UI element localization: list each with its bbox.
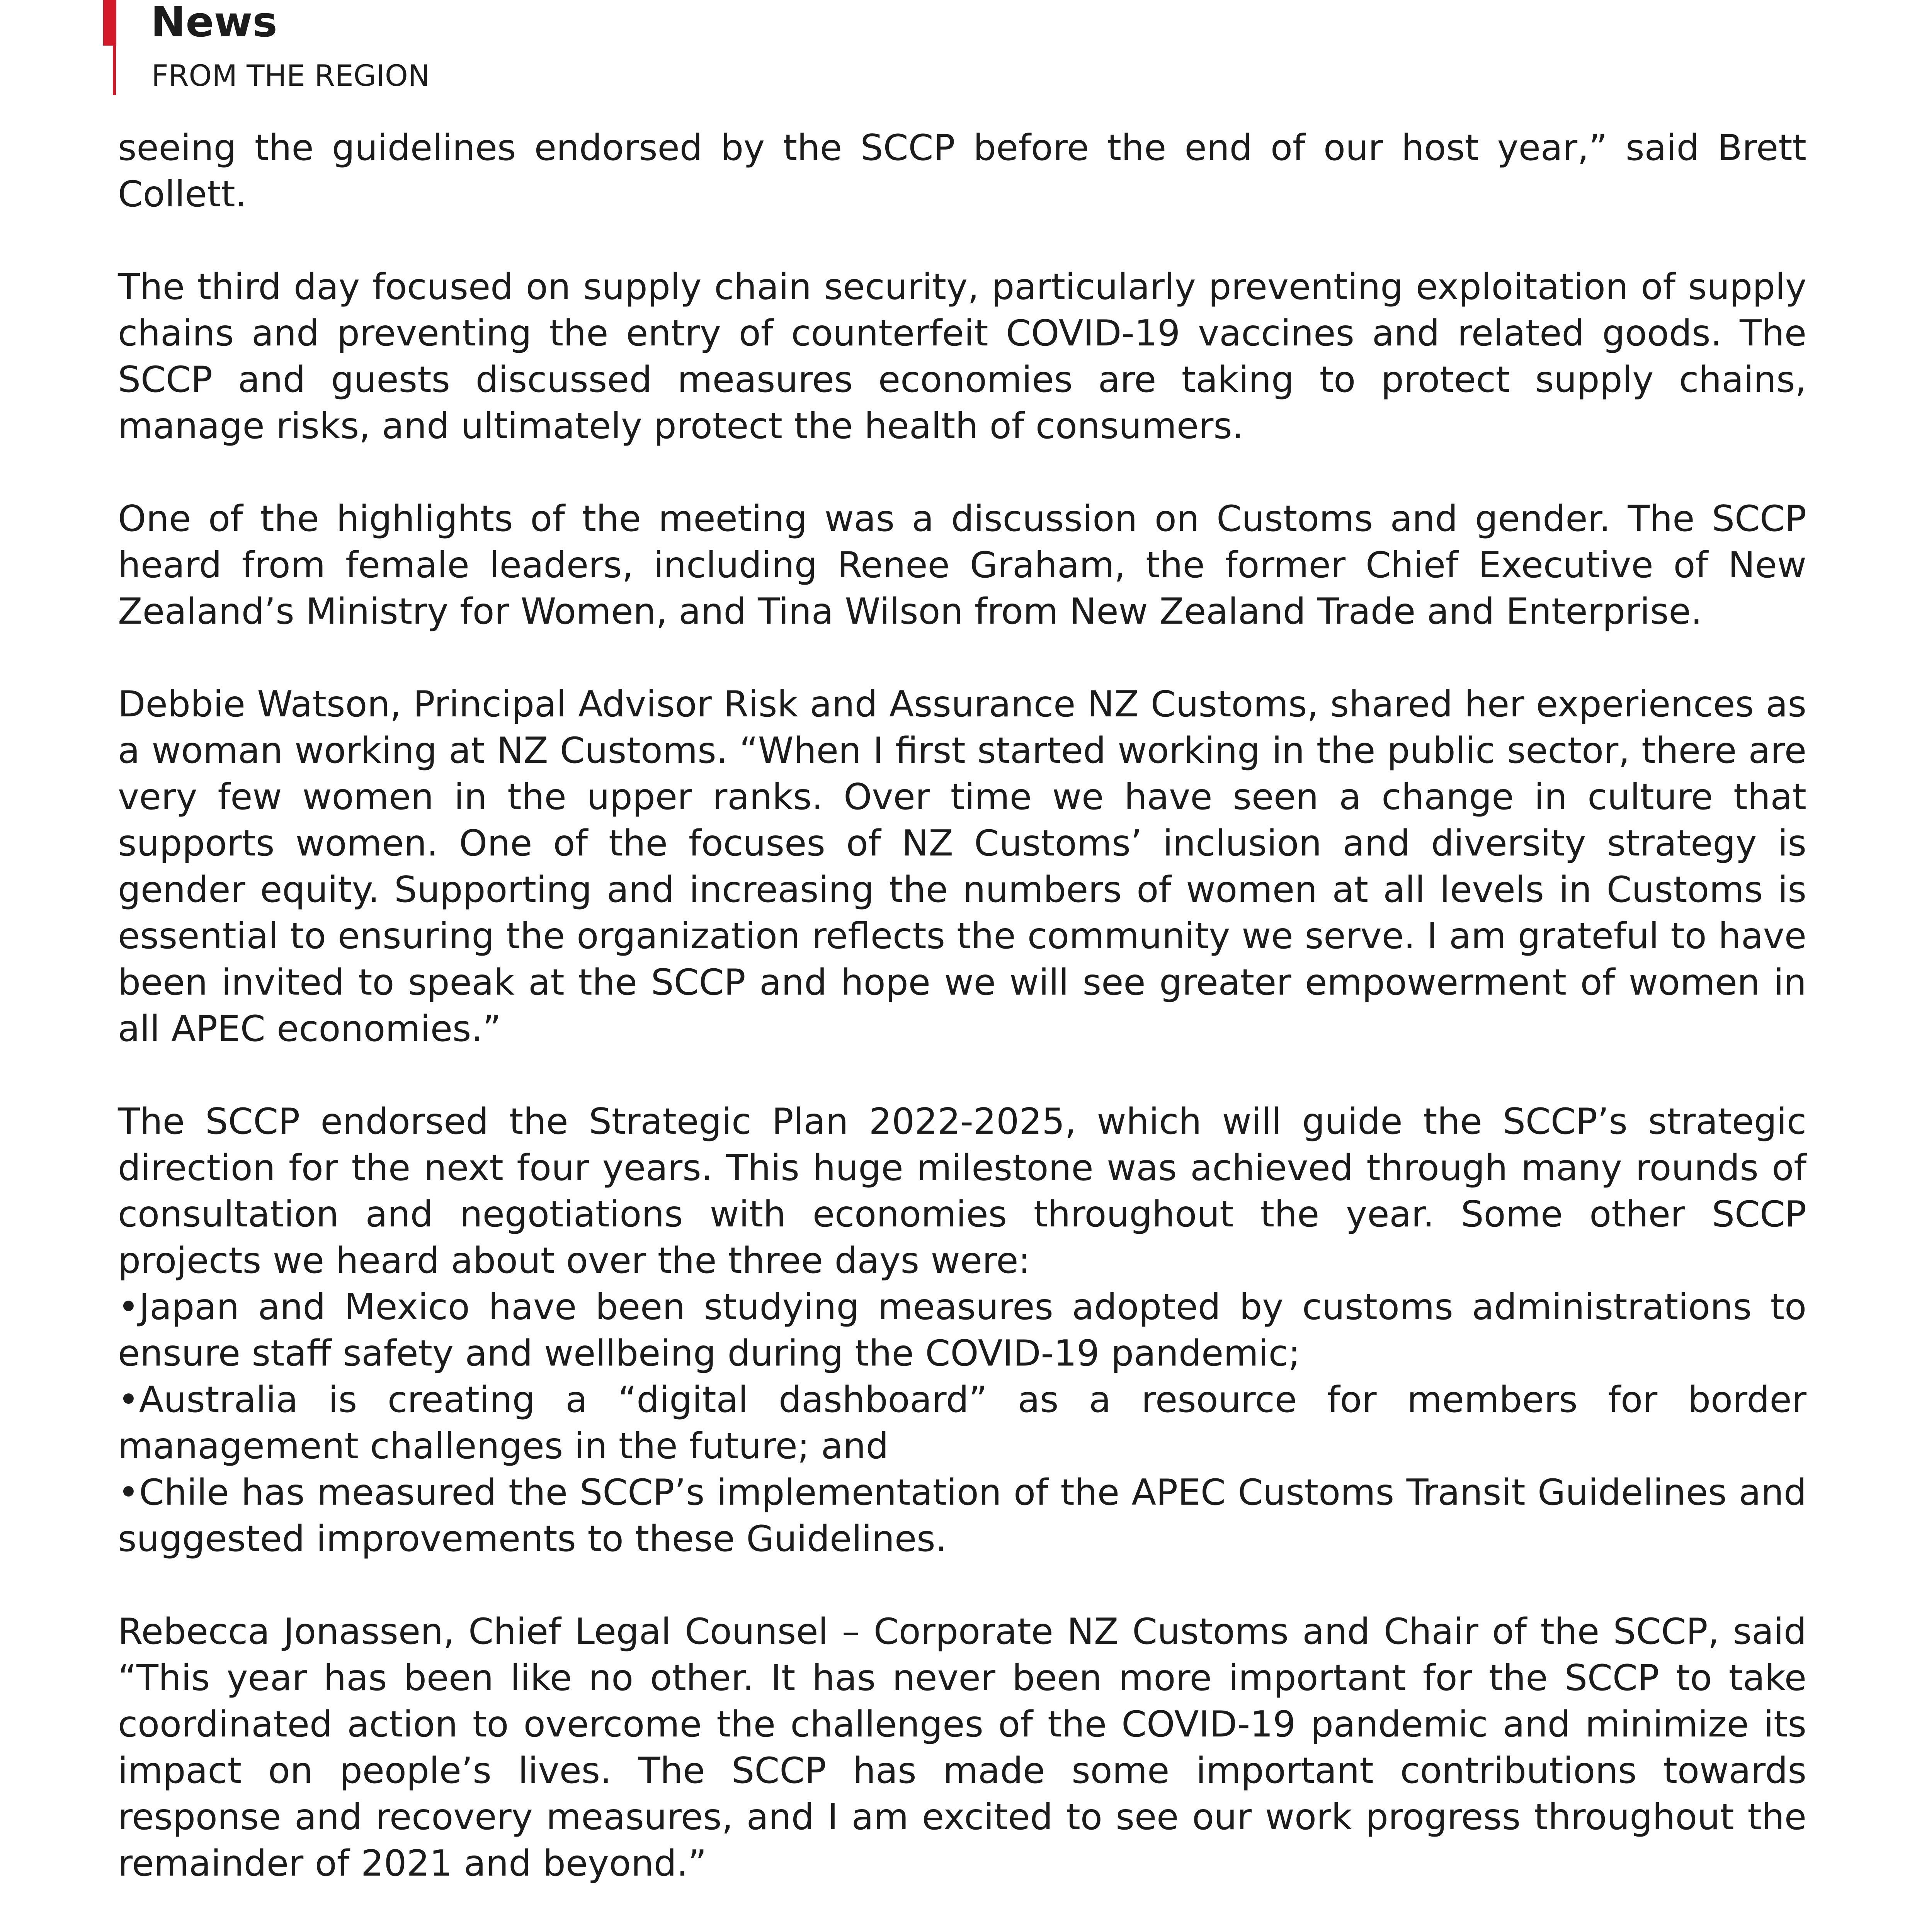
- paragraph: The third day focused on supply chain security, particularly preventing exploitation of supply chains and preventing the entry of counterfeit COVID-19 vaccines and related goods. The SCCP and guests discussed measures economies are taking to protect supply chains, manage risks, and ultimately protect the health of consumers.: [118, 266, 1806, 447]
- paragraph: One of the highlights of the meeting was a discussion on Customs and gender. The SCCP heard from female leaders, including Renee Graham, the former Chief Executive of New Zealand’s Ministry for Women, and Tina Wilson from New Zealand Trade and Enterprise.: [118, 498, 1806, 632]
- paragraph: seeing the guidelines endorsed by the SCCP before the end of our host year,” said Brett Collett.: [118, 127, 1806, 215]
- header-accent-line: [113, 46, 116, 95]
- paragraph: Rebecca Jonassen, Chief Legal Counsel – Corporate NZ Customs and Chair of the SCCP, said “This year has been like no other. It has never been more important for the SCCP to take coordinated action to overcome the challenges of the COVID-19 pandemic and minimize its impact on people’s lives. The SCCP has made some important contributions towards response and recovery measures, and I am excited to see our work progress throughout the remainder of 2021 and beyond.”: [118, 1611, 1806, 1884]
- header-accent-bar: [103, 0, 116, 46]
- bullet-item: •Chile has measured the SCCP’s implementation of the APEC Customs Transit Guidelines and suggested improvements to these Guidelines.: [118, 1471, 1806, 1560]
- bullet-item: •Australia is creating a “digital dashboard” as a resource for members for border management challenges in the future; and: [118, 1379, 1806, 1467]
- article-body: [118, 124, 1806, 1932]
- paragraph: Debbie Watson, Principal Advisor Risk and Assurance NZ Customs, shared her experiences as a woman working at NZ Customs. “When I first started working in the public sector, there are very few women in the upper ranks. Over time we have seen a change in culture that supports women. One of the focuses of NZ Customs’ inclusion and diversity strategy is gender equity. Supporting and increasing the numbers of women at all levels in Customs is essential to ensuring the organization reflects the community we serve. I am grateful to have been invited to speak at the SCCP and hope we will see greater empowerment of women in all APEC economies.”: [118, 683, 1806, 1049]
- bullet-item: •Japan and Mexico have been studying measures adopted by customs administrations to ensure staff safety and wellbeing during the COVID-19 pandemic;: [118, 1286, 1806, 1374]
- section-title: News: [151, 0, 277, 46]
- paragraph: The SCCP endorsed the Strategic Plan 2022-2025, which will guide the SCCP’s strategic direction for the next four years. This huge milestone was achieved through many rounds of consultation and negotiations with economies throughout the year. Some other SCCP projects we heard about over the three days were:: [118, 1100, 1806, 1281]
- section-subtitle: FROM THE REGION: [151, 58, 430, 93]
